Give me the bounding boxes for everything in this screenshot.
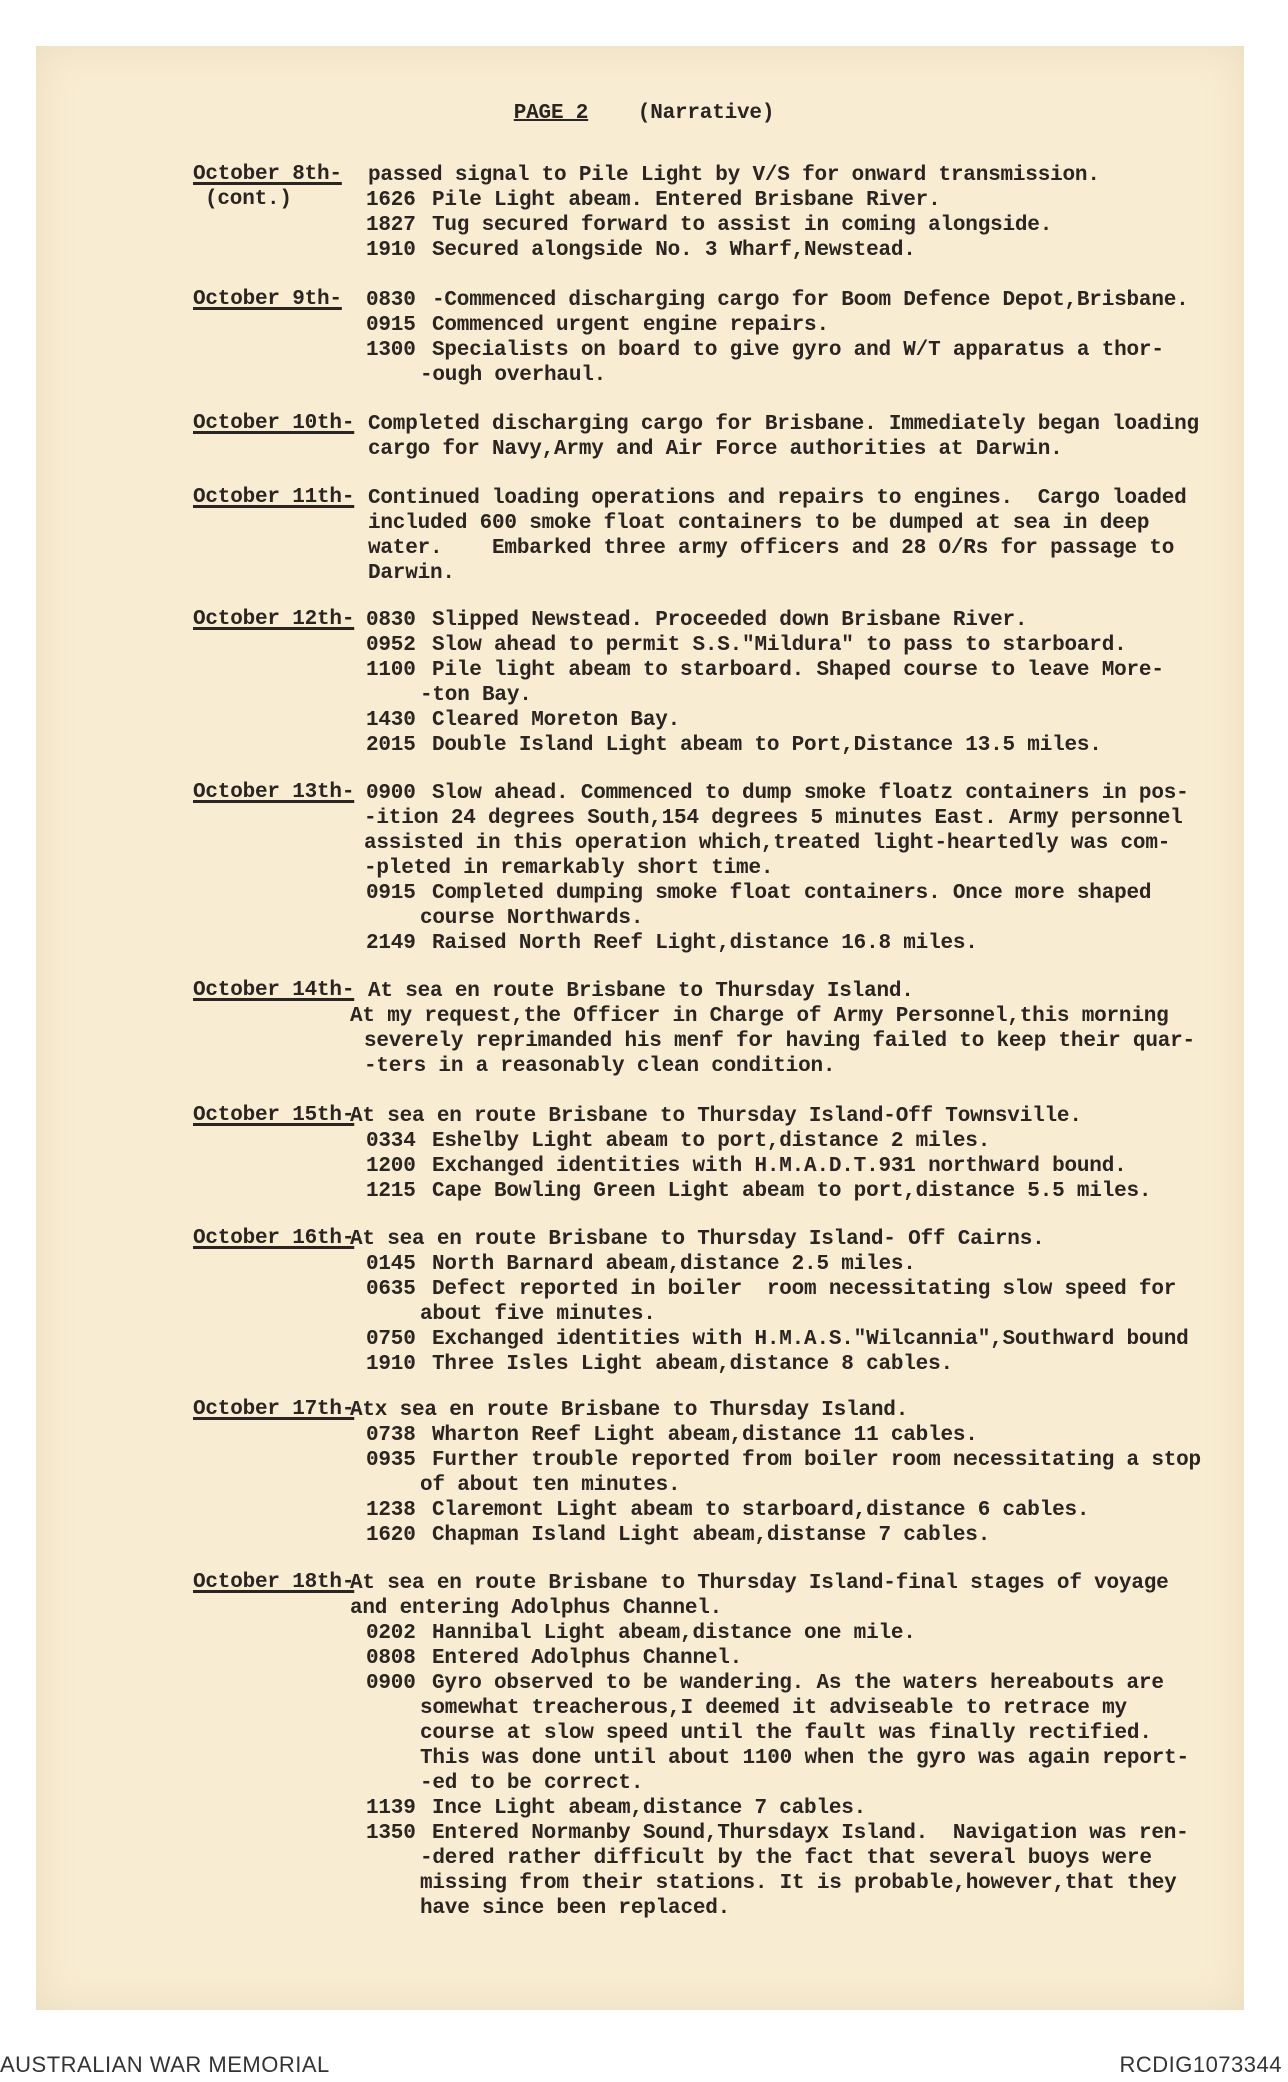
log-line — [350, 1596, 722, 1621]
log-line — [420, 1696, 1127, 1721]
log-text: -pleted in remarkably short time. — [364, 857, 774, 880]
log-text: At sea en route Brisbane to Thursday Island. — [368, 980, 914, 1003]
log-line — [368, 979, 914, 1004]
log-text: Wharton Reef Light abeam,distance 11 cables. — [432, 1424, 978, 1447]
log-time: 1200 — [366, 1155, 416, 1178]
log-text: Further trouble reported from boiler room necessitating a stop — [432, 1449, 1201, 1472]
log-time: 1100 — [366, 659, 416, 682]
log-time: 1910 — [366, 239, 416, 262]
log-time: 0202 — [366, 1622, 416, 1645]
log-line — [350, 1227, 1045, 1252]
log-line — [366, 931, 978, 956]
log-text: Completed discharging cargo for Brisbane. Immediately began loading — [368, 413, 1199, 436]
log-text: Entered Adolphus Channel. — [432, 1647, 743, 1670]
log-time: 0750 — [366, 1328, 416, 1351]
entry-date: October 15th- — [193, 1104, 355, 1127]
entry-date: October 14th- — [193, 979, 355, 1002]
log-time: 1620 — [366, 1524, 416, 1547]
entry-date: October 17th- — [193, 1398, 355, 1421]
log-text: At sea en route Brisbane to Thursday Island-Off Townsville. — [350, 1105, 1082, 1128]
log-line — [368, 437, 1063, 462]
log-line — [366, 1621, 916, 1646]
log-line — [368, 163, 1100, 188]
log-line — [366, 188, 940, 213]
log-text: -Commenced discharging cargo for Boom Defence Depot,Brisbane. — [432, 289, 1189, 312]
log-text: Slow ahead to permit S.S."Mildura" to pass to starboard. — [432, 634, 1127, 657]
log-text: -ton Bay. — [420, 684, 532, 707]
log-text: of about ten minutes. — [420, 1474, 681, 1497]
log-line — [420, 1721, 1152, 1746]
log-line — [420, 1871, 1177, 1896]
log-time: 0900 — [366, 782, 416, 805]
log-line — [366, 1327, 1189, 1352]
log-text: course at slow speed until the fault was finally rectified. — [420, 1722, 1152, 1745]
log-line — [364, 1029, 1195, 1054]
log-time: 0915 — [366, 882, 416, 905]
log-text: At sea en route Brisbane to Thursday Island- Off Cairns. — [350, 1228, 1045, 1251]
log-line — [366, 881, 1151, 906]
log-line — [368, 412, 1199, 437]
log-text: Cleared Moreton Bay. — [432, 709, 681, 732]
log-line — [366, 1671, 1164, 1696]
log-line — [366, 1277, 1176, 1302]
log-text: and entering Adolphus Channel. — [350, 1597, 723, 1620]
log-line — [366, 1423, 978, 1448]
log-time: 1238 — [366, 1499, 416, 1522]
log-line — [364, 1054, 835, 1079]
log-line — [420, 1746, 1189, 1771]
log-text: Tug secured forward to assist in coming alongside. — [432, 214, 1053, 237]
log-text: somewhat treacherous,I deemed it adviseable to retrace my — [420, 1697, 1127, 1720]
log-line — [364, 831, 1170, 856]
log-line — [368, 511, 1149, 536]
log-line — [366, 238, 916, 263]
entry-date: October 8th- — [193, 163, 342, 186]
log-line — [366, 608, 1027, 633]
log-text: -dered rather difficult by the fact that several buoys were — [420, 1847, 1152, 1870]
date-note: (cont.) — [205, 188, 292, 211]
log-line — [368, 561, 455, 586]
log-line — [366, 781, 1189, 806]
footer-institution: AUSTRALIAN WAR MEMORIAL — [0, 2052, 330, 2077]
log-time: 1910 — [366, 1353, 416, 1376]
log-line — [364, 856, 773, 881]
log-text: Completed dumping smoke float containers. Once more shaped — [432, 882, 1152, 905]
log-time: 0900 — [366, 1672, 416, 1695]
log-line — [366, 1796, 866, 1821]
log-text: severely reprimanded his menf for having failed to keep their quar- — [364, 1030, 1195, 1053]
log-text: Pile light abeam to starboard. Shaped course to leave More- — [432, 659, 1164, 682]
log-line — [366, 288, 1189, 313]
log-line — [366, 1252, 916, 1277]
log-text: Claremont Light abeam to starboard,distance 6 cables. — [432, 1499, 1090, 1522]
section-label: (Narrative) — [637, 102, 775, 125]
log-line — [350, 1571, 1169, 1596]
log-text: -ition 24 degrees South,154 degrees 5 minutes East. Army personnel — [364, 807, 1183, 830]
log-text: have since been replaced. — [420, 1897, 731, 1920]
log-line — [366, 1129, 990, 1154]
log-text: Atx sea en route Brisbane to Thursday Island. — [350, 1399, 909, 1422]
entry-date: October 11th- — [193, 486, 355, 509]
log-line — [368, 486, 1187, 511]
log-text: Hannibal Light abeam,distance one mile. — [432, 1622, 916, 1645]
entry-date: October 10th- — [193, 412, 355, 435]
log-time: 0830 — [366, 609, 416, 632]
log-line — [366, 1821, 1189, 1846]
log-line — [420, 1302, 656, 1327]
log-time: 0808 — [366, 1647, 416, 1670]
log-line — [364, 806, 1183, 831]
log-time: 1827 — [366, 214, 416, 237]
log-time: 1139 — [366, 1797, 416, 1820]
log-text: Entered Normanby Sound,Thursdayx Island. Navigation was ren- — [432, 1822, 1189, 1845]
log-text: Secured alongside No. 3 Wharf,Newstead. — [432, 239, 916, 262]
log-time: 2015 — [366, 734, 416, 757]
log-text: Pile Light abeam. Entered Brisbane River. — [432, 189, 941, 212]
log-text: assisted in this operation which,treated light-heartedly was com- — [364, 832, 1171, 855]
log-time: 0635 — [366, 1278, 416, 1301]
log-time: 0334 — [366, 1130, 416, 1153]
footer-record-id: RCDIG1073344 — [1119, 2052, 1282, 2077]
log-line — [366, 733, 1102, 758]
log-time: 0935 — [366, 1449, 416, 1472]
log-line — [368, 536, 1174, 561]
log-text: North Barnard abeam,distance 2.5 miles. — [432, 1253, 916, 1276]
log-text: Gyro observed to be wandering. As the waters hereabouts are — [432, 1672, 1164, 1695]
log-time: 1430 — [366, 709, 416, 732]
log-line — [420, 1896, 730, 1921]
log-line — [366, 633, 1127, 658]
log-text: Slipped Newstead. Proceeded down Brisbane River. — [432, 609, 1028, 632]
log-line — [366, 1523, 990, 1548]
log-text: about five minutes. — [420, 1303, 656, 1326]
log-line — [420, 363, 606, 388]
log-text: At sea en route Brisbane to Thursday Island-final stages of voyage — [350, 1572, 1169, 1595]
log-text: Continued loading operations and repairs to engines. Cargo loaded — [368, 487, 1187, 510]
log-text: cargo for Navy,Army and Air Force authorities at Darwin. — [368, 438, 1063, 461]
log-line — [366, 338, 1164, 363]
log-time: 0145 — [366, 1253, 416, 1276]
log-text: Exchanged identities with H.M.A.D.T.931 northward bound. — [432, 1155, 1127, 1178]
log-line — [420, 1771, 643, 1796]
log-text: This was done until about 1100 when the gyro was again report- — [420, 1747, 1189, 1770]
log-text: included 600 smoke float containers to be dumped at sea in deep — [368, 512, 1150, 535]
log-line — [420, 906, 643, 931]
log-text: Eshelby Light abeam to port,distance 2 miles. — [432, 1130, 991, 1153]
log-time: 0738 — [366, 1424, 416, 1447]
log-time: 1215 — [366, 1180, 416, 1203]
log-text: course Northwards. — [420, 907, 644, 930]
log-text: Double Island Light abeam to Port,Distance 13.5 miles. — [432, 734, 1102, 757]
log-text: Specialists on board to give gyro and W/T apparatus a thor- — [432, 339, 1164, 362]
entry-date: October 12th- — [193, 608, 355, 631]
log-line — [366, 1498, 1089, 1523]
log-line — [366, 1179, 1151, 1204]
log-line — [366, 1646, 742, 1671]
log-line — [420, 1473, 680, 1498]
page-number: PAGE 2 — [513, 102, 589, 125]
log-text: -ters in a reasonably clean condition. — [364, 1055, 836, 1078]
log-text: passed signal to Pile Light by V/S for onward transmission. — [368, 164, 1100, 187]
log-text: Three Isles Light abeam,distance 8 cables. — [432, 1353, 953, 1376]
log-line — [350, 1398, 908, 1423]
log-time: 2149 — [366, 932, 416, 955]
page-title — [0, 102, 1288, 125]
log-text: -ough overhaul. — [420, 364, 607, 387]
log-text: Slow ahead. Commenced to dump smoke floatz containers in pos- — [432, 782, 1189, 805]
log-text: At my request,the Officer in Charge of Army Personnel,this morning — [350, 1005, 1169, 1028]
log-line — [350, 1104, 1082, 1129]
log-line — [420, 1846, 1152, 1871]
log-time: 1300 — [366, 339, 416, 362]
log-line — [366, 213, 1052, 238]
log-line — [420, 683, 532, 708]
log-line — [366, 313, 829, 338]
entry-date: October 18th- — [193, 1571, 355, 1594]
log-line — [366, 708, 680, 733]
log-line — [366, 1448, 1201, 1473]
log-time: 0952 — [366, 634, 416, 657]
log-text: missing from their stations. It is probable,however,that they — [420, 1872, 1177, 1895]
log-time: 1350 — [366, 1822, 416, 1845]
log-text: Exchanged identities with H.M.A.S."Wilcannia",Southward bound — [432, 1328, 1189, 1351]
log-text: water. Embarked three army officers and 28 O/Rs for passage to — [368, 537, 1175, 560]
log-time: 1626 — [366, 189, 416, 212]
log-time: 0915 — [366, 314, 416, 337]
log-text: Raised North Reef Light,distance 16.8 miles. — [432, 932, 978, 955]
log-text: Defect reported in boiler room necessitating slow speed for — [432, 1278, 1177, 1301]
log-text: Commenced urgent engine repairs. — [432, 314, 829, 337]
log-text: Chapman Island Light abeam,distanse 7 cables. — [432, 1524, 991, 1547]
entry-date: October 16th- — [193, 1227, 355, 1250]
log-text: Darwin. — [368, 562, 455, 585]
entry-date: October 13th- — [193, 781, 355, 804]
log-line — [366, 1154, 1127, 1179]
entry-date: October 9th- — [193, 288, 342, 311]
log-text: -ed to be correct. — [420, 1772, 644, 1795]
log-line — [350, 1004, 1169, 1029]
log-line — [366, 658, 1164, 683]
log-line — [366, 1352, 953, 1377]
log-text: Cape Bowling Green Light abeam to port,distance 5.5 miles. — [432, 1180, 1152, 1203]
log-time: 0830 — [366, 289, 416, 312]
log-text: Ince Light abeam,distance 7 cables. — [432, 1797, 867, 1820]
